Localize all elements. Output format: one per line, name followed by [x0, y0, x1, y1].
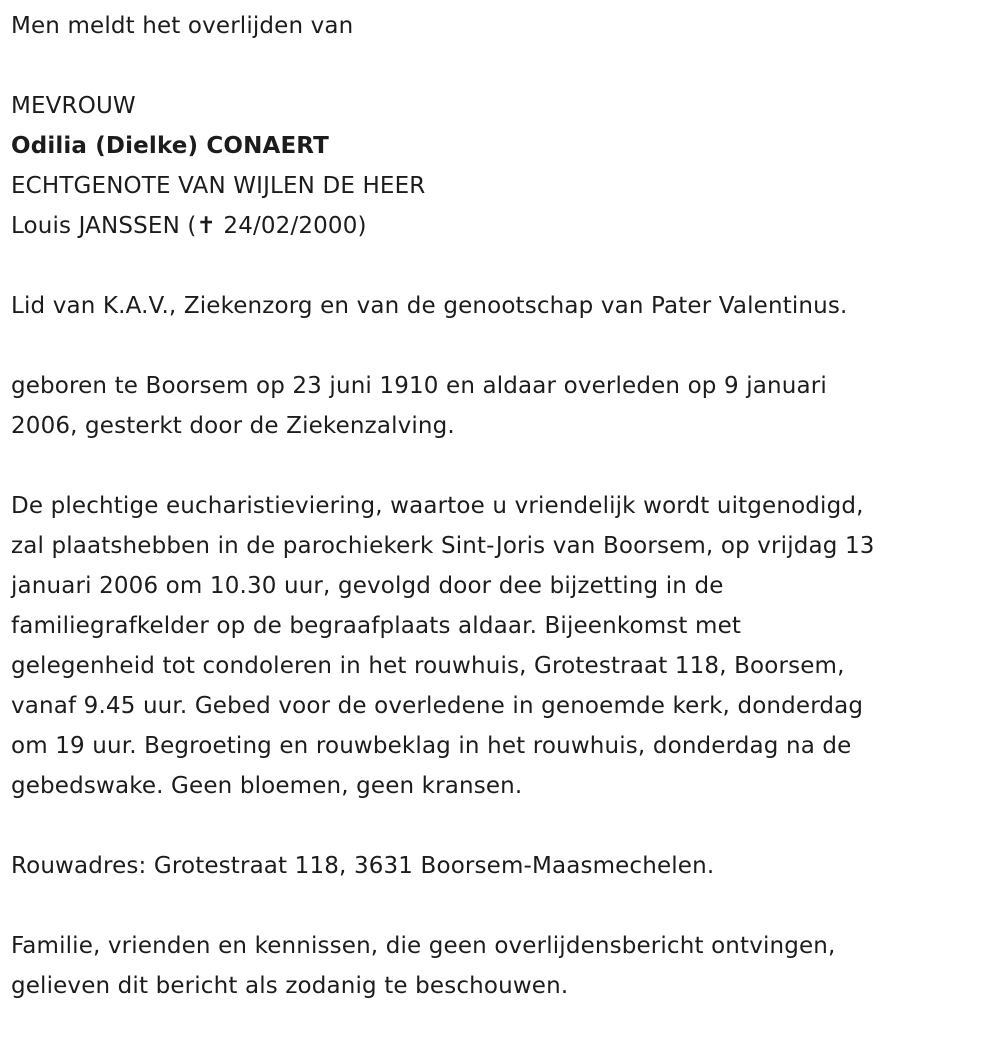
spacer — [11, 246, 993, 286]
salutation: MEVROUW — [11, 93, 136, 119]
paragraph-line: gelegenheid tot condoleren in het rouwhuis, Grotestraat 118, Boorsem, — [11, 653, 845, 679]
deceased-name: Odilia (Dielke) CONAERT — [11, 133, 329, 159]
paragraph-line: De plechtige eucharistieviering, waartoe u vriendelijk wordt uitgenodigd, — [11, 493, 864, 519]
paragraph-line: Familie, vrienden en kennissen, die geen overlijdensbericht ontvingen, — [11, 933, 836, 959]
birth-death-paragraph — [11, 366, 993, 446]
paragraph-line: gelieven dit bericht als zodanig te beschouwen. — [11, 973, 569, 999]
spacer — [11, 806, 993, 846]
relation-text: ECHTGENOTE VAN WIJLEN DE HEER — [11, 173, 426, 199]
membership-text: Lid van K.A.V., Ziekenzorg en van de genootschap van Pater Valentinus. — [11, 293, 848, 319]
paragraph-line: 2006, gesterkt door de Ziekenzalving. — [11, 413, 455, 439]
ceremony-paragraph — [11, 486, 993, 806]
spacer — [11, 446, 993, 486]
mourning-address: Rouwadres: Grotestraat 118, 3631 Boorsem-Maasmechelen. — [11, 853, 715, 879]
spacer — [11, 886, 993, 926]
intro-text: Men meldt het overlijden van — [11, 13, 354, 39]
paragraph-line: januari 2006 om 10.30 uur, gevolgd door dee bijzetting in de — [11, 573, 724, 599]
paragraph-line: gebedswake. Geen bloemen, geen kransen. — [11, 773, 523, 799]
spacer — [11, 46, 993, 86]
paragraph-line: om 19 uur. Begroeting en rouwbeklag in het rouwhuis, donderdag na de — [11, 733, 852, 759]
paragraph-line: familiegrafkelder op de begraafplaats aldaar. Bijeenkomst met — [11, 613, 742, 639]
closing-paragraph — [11, 926, 993, 1006]
paragraph-line: geboren te Boorsem op 23 juni 1910 en aldaar overleden op 9 januari — [11, 373, 827, 399]
death-notice — [11, 6, 993, 1006]
spacer — [11, 326, 993, 366]
paragraph-line: vanaf 9.45 uur. Gebed voor de overledene in genoemde kerk, donderdag — [11, 693, 864, 719]
paragraph-line: zal plaatshebben in de parochiekerk Sint-Joris van Boorsem, op vrijdag 13 — [11, 533, 875, 559]
spouse-name: Louis JANSSEN (✝ 24/02/2000) — [11, 213, 367, 239]
